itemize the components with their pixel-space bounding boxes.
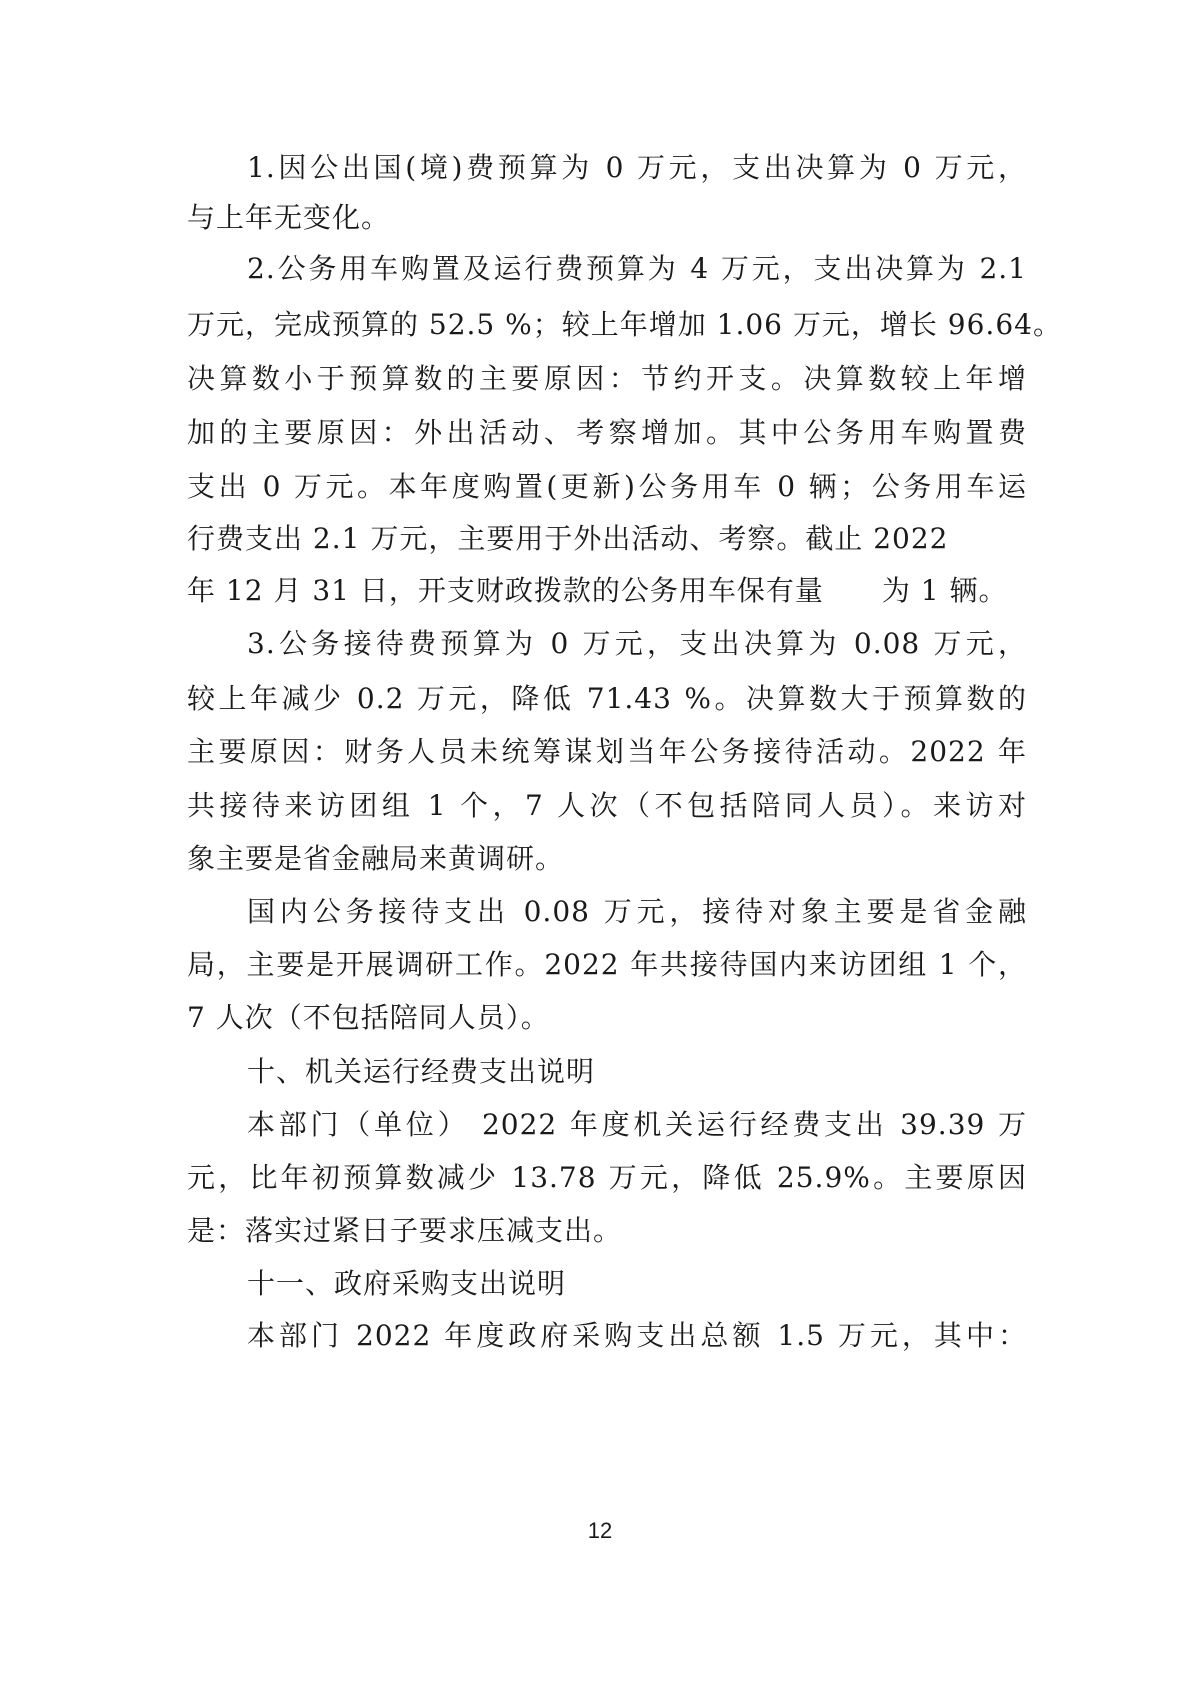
text-line: 主要原因：财务人员未统筹谋划当年公务接待活动。2022 年 — [187, 735, 1027, 768]
text-line: 本部门（单位） 2022 年度机关运行经费支出 39.39 万 — [247, 1108, 1027, 1141]
text-line: 7 人次（不包括陪同人员）。 — [187, 1001, 550, 1034]
text-line: 局，主要是开展调研工作。2022 年共接待国内来访团组 1 个， — [187, 948, 1027, 981]
text-line: 是：落实过紧日子要求压减支出。 — [187, 1214, 623, 1247]
text-line: 行费支出 2.1 万元，主要用于外出活动、考察。截止 2022 — [187, 522, 949, 555]
text-line: 万元，完成预算的 52.5 %；较上年增加 1.06 万元，增长 96.64。 — [187, 308, 1062, 341]
text-line: 决算数小于预算数的主要原因：节约开支。决算数较上年增 — [187, 362, 1027, 395]
page-number: 12 — [587, 1518, 613, 1543]
text-line: 元，比年初预算数减少 13.78 万元，降低 25.9%。主要原因 — [187, 1161, 1027, 1194]
text-line: 年 12 月 31 日，开支财政拨款的公务用车保有量 为 1 辆。 — [187, 574, 1008, 607]
text-line: 本部门 2022 年度政府采购支出总额 1.5 万元，其中： — [247, 1319, 1027, 1352]
text-line: 共接待来访团组 1 个，7 人次（不包括陪同人员）。来访对 — [187, 789, 1027, 822]
text-line: 象主要是省金融局来黄调研。 — [187, 842, 565, 875]
section-heading: 十、机关运行经费支出说明 — [247, 1055, 596, 1088]
text-line: 较上年减少 0.2 万元，降低 71.43 %。决算数大于预算数的 — [187, 682, 1027, 715]
text-line: 1.因公出国(境)费预算为 0 万元，支出决算为 0 万元， — [247, 151, 1027, 184]
text-line: 与上年无变化。 — [187, 201, 391, 234]
text-line: 国内公务接待支出 0.08 万元，接待对象主要是省金融 — [247, 895, 1027, 928]
text-line: 3.公务接待费预算为 0 万元，支出决算为 0.08 万元， — [247, 627, 1027, 660]
text-line: 支出 0 万元。本年度购置(更新)公务用车 0 辆；公务用车运 — [187, 470, 1027, 503]
text-line: 2.公务用车购置及运行费预算为 4 万元，支出决算为 2.1 — [247, 252, 1027, 285]
text-line: 加的主要原因：外出活动、考察增加。其中公务用车购置费 — [187, 416, 1027, 449]
section-heading: 十一、政府采购支出说明 — [247, 1267, 567, 1300]
